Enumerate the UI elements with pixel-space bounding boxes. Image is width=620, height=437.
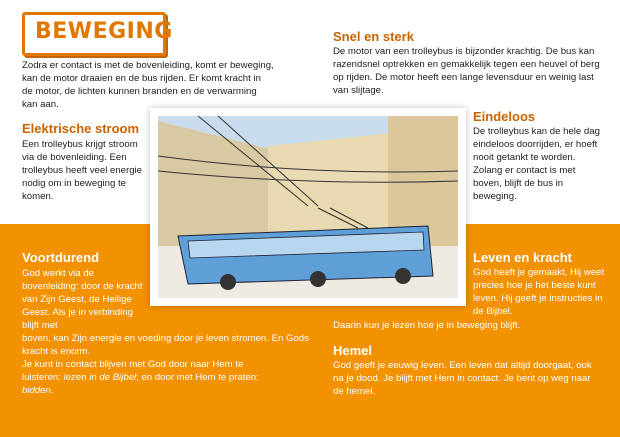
text-voortdurend-end-mid: ; en door met Hem te praten: [136, 372, 259, 383]
text-voortdurend-end-prefix: Je kunt in contact blijven met God door naar Hem te luisteren: [22, 359, 244, 383]
heading-hemel: Hemel [333, 343, 373, 358]
text-leven-en-kracht-wide: Daarin kun je lezen hoe je in beweging blijft. [333, 320, 521, 331]
text-voortdurend-italic-2: bidden [22, 385, 51, 396]
text-voortdurend-end-suffix: . [50, 385, 54, 396]
trolleybus-illustration [150, 108, 466, 306]
text-voortdurend-end [22, 358, 282, 397]
page-title-box [22, 12, 173, 56]
text-snel-en-sterk: De motor van een trolleybus is bijzonder krachtig. De bus kan razendsnel optrekken en gemakkelijk tegen een heuvel of berg op rijden. De motor heeft een lange levensduur en weinig last van slijtage. [333, 46, 600, 96]
heading-voortdurend: Voortdurend [22, 250, 100, 265]
text-leven-en-kracht: God heeft je gemaakt, Hij weet precies hoe je het beste kunt leven. Hij geeft je instructies in de Bijbel. [473, 267, 605, 317]
trolleybus-drawing [158, 116, 458, 298]
text-voortdurend-top: God werkt via de bovenleiding: door de kracht van Zijn Geest, de Heilige Geest. Als je in verbinding blijft met [22, 268, 143, 331]
heading-elektrische-stroom: Elektrische stroom [22, 121, 140, 136]
page-title: BEWEGING [35, 19, 173, 44]
text-voortdurend-italic-1: lezen in de Bijbel [63, 372, 137, 383]
text-eindeloos: De trolleybus kan de hele dag eindeloos doorrijden, er hoeft nooit getankt te worden. Zolang er contact is met boven, blijft de bus in beweging. [473, 126, 600, 202]
text-hemel: God geeft je eeuwig leven. Een leven dat altijd doorgaat, ook na je dood. Je blijft met Hem in contact. Je bent op weg naar de hemel. [333, 360, 592, 397]
text-elektrische-stroom: Een trolleybus krijgt stroom via de bovenleiding. Een trolleybus heeft veel energie nodig om in beweging te komen. [22, 139, 142, 202]
heading-eindeloos: Eindeloos [473, 109, 536, 124]
text-voortdurend-bottom: boven, kan Zijn energie en voeding door je leven stromen. En Gods kracht is enorm. [22, 333, 309, 357]
intro-text: Zodra er contact is met de bovenleiding, komt er beweging, kan de motor draaien en de bus rijden. Er komt kracht in de motor, de lichten kunnen branden en de verwarming kan aan. [22, 60, 274, 110]
heading-snel-en-sterk: Snel en sterk [333, 29, 414, 44]
heading-leven-en-kracht: Leven en kracht [473, 250, 572, 265]
